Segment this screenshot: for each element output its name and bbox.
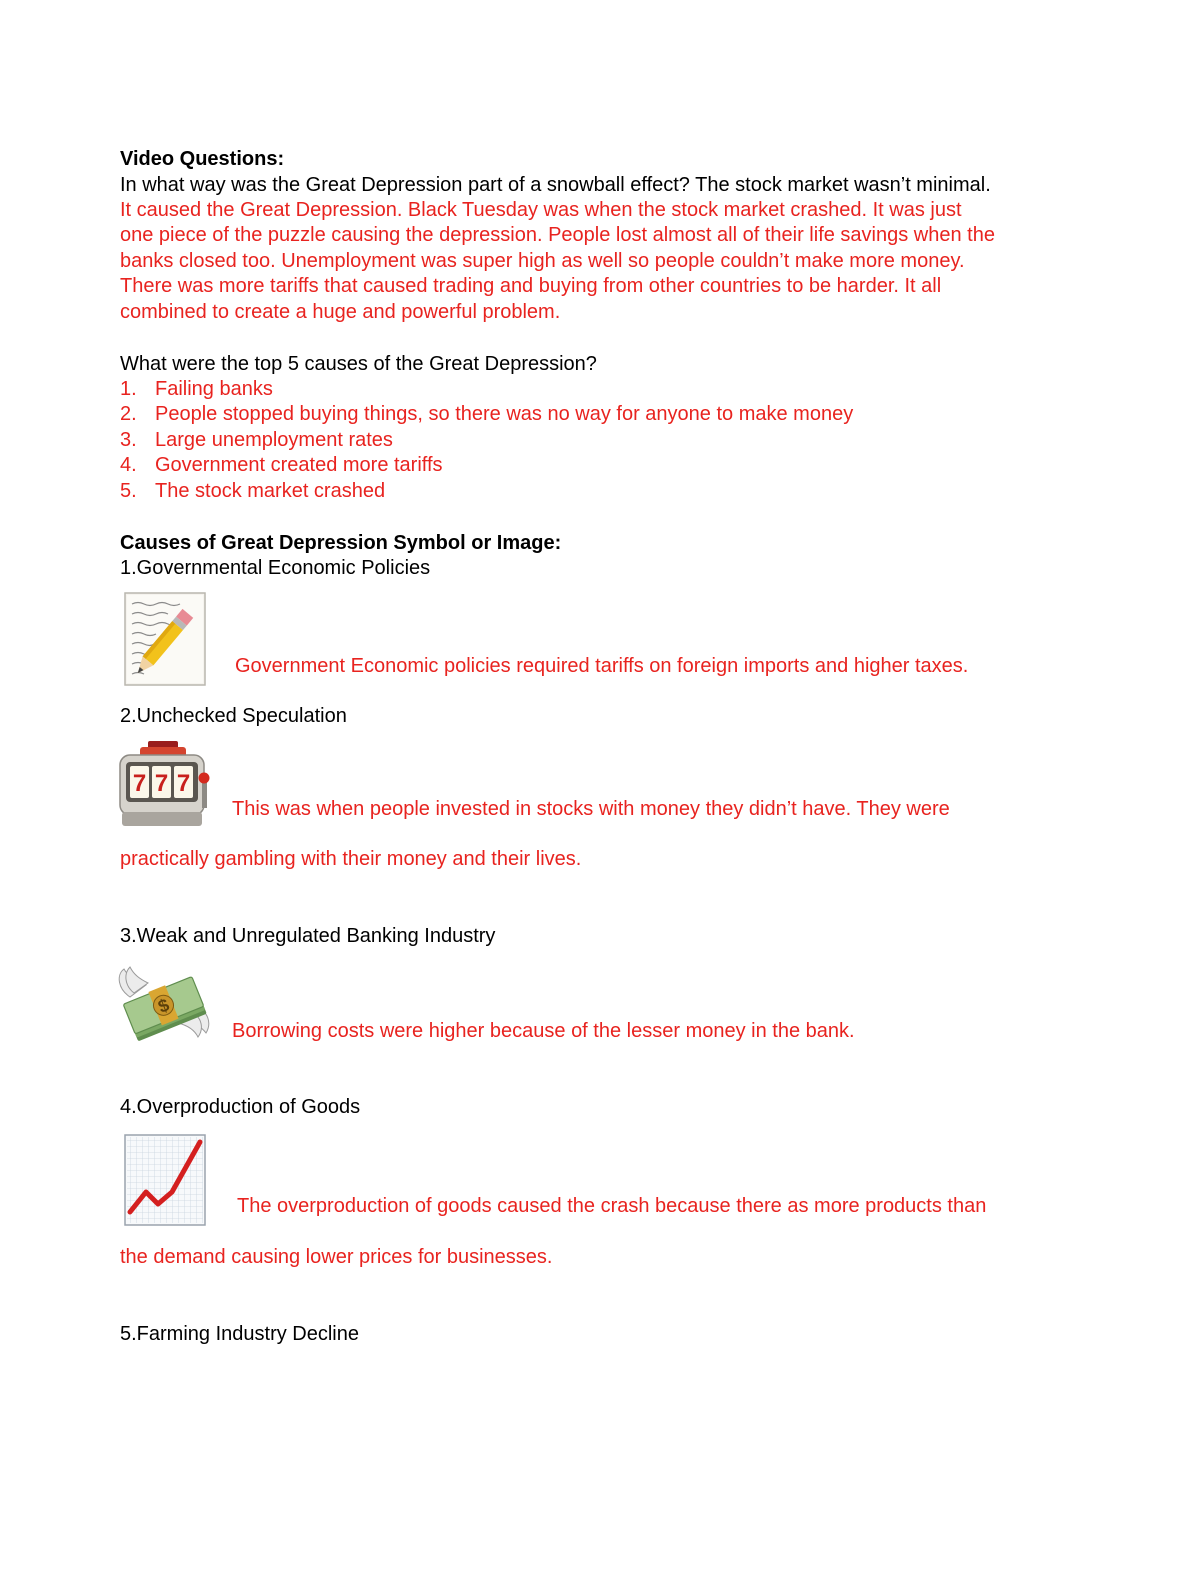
cause-3-description: Borrowing costs were higher because of the lesser money in the bank. [232,1020,855,1042]
cause-number: 5. [120,480,137,502]
cause-2-title: 2.Unchecked Speculation [120,705,347,727]
cause-list-item [120,453,443,478]
cause-5-title: 5.Farming Industry Decline [120,1323,359,1345]
cause-4-description: the demand causing lower prices for businesses. [120,1246,553,1268]
cause-list-item [120,428,393,453]
cause-text: Failing banks [155,378,273,400]
cause-4-title: 4.Overproduction of Goods [120,1096,361,1118]
slot-machine-icon [118,740,210,830]
symbols-heading: Causes of Great Depression Symbol or Image: [120,532,562,554]
answer-1-line: banks closed too. Unemployment was super high as well so people couldn’t make more money. [120,250,965,272]
cause-number: 1. [120,378,137,400]
cause-number: 2. [120,403,137,425]
cause-text: The stock market crashed [155,480,386,502]
slot-reel-symbol: 7 [132,770,147,797]
cause-2-description: practically gambling with their money and their lives. [120,848,582,870]
chart-increasing-icon [124,1134,206,1226]
slot-reel-symbol: 7 [154,770,169,797]
question-1: In what way was the Great Depression part of a snowball effect? The stock market wasn’t minimal. [120,174,991,196]
cause-list-item [120,402,853,427]
memo-pencil-icon [124,592,206,686]
answer-1-line: It caused the Great Depression. Black Tuesday was when the stock market crashed. It was just [120,199,962,221]
cause-text: People stopped buying things, so there was no way for anyone to make money [155,403,854,425]
cause-number: 4. [120,454,137,476]
cause-text: Government created more tariffs [155,454,443,476]
slot-reel-symbol: 7 [176,770,191,797]
cause-text: Large unemployment rates [155,429,393,451]
cause-3-title: 3.Weak and Unregulated Banking Industry [120,925,496,947]
cause-1-description: Government Economic policies required tariffs on foreign imports and higher taxes. [235,655,969,677]
answer-1-line: one piece of the puzzle causing the depression. People lost almost all of their life savings when the [120,224,995,246]
question-2: What were the top 5 causes of the Great Depression? [120,353,597,375]
cause-2-description: This was when people invested in stocks with money they didn’t have. They were [232,798,950,820]
money-with-wings-icon [116,963,214,1049]
cause-number: 3. [120,429,137,451]
cause-list-item [120,377,273,402]
cause-1-title: 1.Governmental Economic Policies [120,557,431,579]
cause-list-item [120,479,385,504]
answer-1-line: combined to create a huge and powerful problem. [120,301,561,323]
video-questions-heading: Video Questions: [120,148,285,170]
cause-4-description: The overproduction of goods caused the crash because there as more products than [237,1195,987,1217]
answer-1-line: There was more tariffs that caused trading and buying from other countries to be harder. It all [120,275,942,297]
bill-dollar-symbol: $ [155,994,173,1017]
